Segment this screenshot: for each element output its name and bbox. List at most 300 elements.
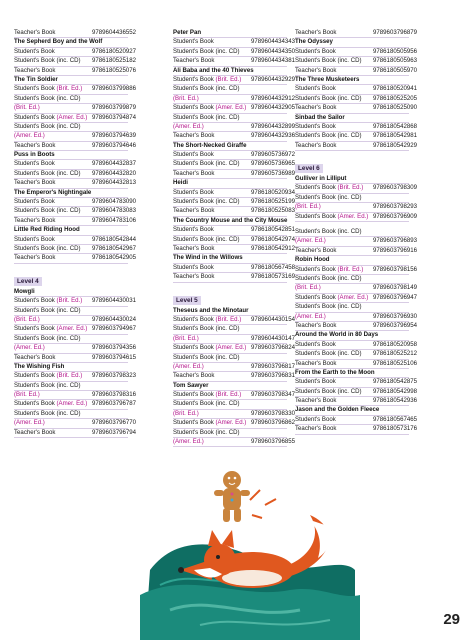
isbn-number: 9789604430024 [92,315,137,323]
book-title [295,256,409,265]
catalogue-column-1 [14,29,137,438]
isbn-number: 9789603796916 [373,246,418,254]
edition-label: Student's Book [295,378,336,386]
page-number: 29 [443,611,460,628]
edition-label: Teacher's Book [295,246,337,254]
catalogue-row [14,216,137,226]
catalogue-row [295,397,418,406]
catalogue-row [295,237,418,246]
book-title [173,382,287,391]
book-title-text: The Three Musketeers [295,75,360,83]
edition-label: Student's Book [173,263,214,271]
catalogue-row [173,235,296,245]
book-title [295,38,409,47]
isbn-number: 9786180525199 [251,198,296,206]
isbn-number: 9786180525205 [373,94,418,102]
catalogue-row [14,179,137,188]
catalogue-row [295,104,418,113]
book-title [173,179,287,188]
catalogue-row [295,212,418,222]
catalogue-row [295,228,409,237]
book-title [14,363,128,372]
isbn-number: 9789603796947 [373,293,418,301]
catalogue-row [14,410,128,419]
edition-label: Student's Book (inc. CD) [173,428,240,436]
edition-label: Teacher's Book [173,207,215,215]
edition-label: Student's Book (inc. CD) [173,400,240,408]
isbn-number: 9786180542981 [373,132,418,140]
edition-label: Student's Book [295,122,336,130]
catalogue-row [173,391,296,400]
book-title [295,406,409,415]
edition-label: Teacher's Book [14,179,56,187]
isbn-number: 9789604783090 [92,198,137,206]
edition-label: Student's Book (inc. CD) [295,193,362,201]
edition-label: Teacher's Book [14,254,56,262]
edition-label: Student's Book [295,293,336,301]
catalogue-row [14,207,137,216]
catalogue-row [295,94,418,104]
edition-label: Teacher's Book [14,428,56,436]
catalogue-row [14,428,137,438]
isbn-number: 9789604432905 [251,104,296,112]
catalogue-row [295,312,418,322]
isbn-number: 9789603794967 [92,325,137,333]
catalogue-row [14,419,137,428]
isbn-number: 9789604434381 [251,57,296,65]
isbn-number: 9786180573169 [251,273,296,281]
edition-variant: (Amer. Ed.) [14,419,45,427]
isbn-number: 9789604432899 [251,122,296,130]
edition-label: Student's Book (inc. CD) [14,381,81,389]
edition-label: Student's Book (inc. CD) [14,306,81,314]
edition-variant: (Brit. Ed.) [215,75,242,83]
edition-label: Teacher's Book [14,141,56,149]
edition-variant: (Amer. Ed.) [14,344,45,352]
edition-label: Student's Book (inc. CD) [173,235,240,243]
book-title [14,189,128,198]
catalogue-row [295,350,418,359]
book-title [173,29,287,38]
isbn-number: 9786180542851 [251,226,296,234]
edition-label: Student's Book (inc. CD) [295,387,362,395]
edition-variant: (Amer. Ed.) [337,212,369,220]
level-heading: Level 6 [295,164,323,173]
catalogue-row [14,66,137,76]
isbn-number: 9789603798149 [373,284,418,292]
catalogue-row [173,362,296,372]
edition-variant: (Amer. Ed.) [14,132,45,140]
edition-label: Teacher's Book [295,141,337,149]
book-title [173,142,287,151]
edition-label: Student's Book (inc. CD) [173,85,240,93]
isbn-number: 9786180573176 [373,425,418,433]
edition-label: Student's Book (inc. CD) [295,350,362,358]
edition-variant: (Amer. Ed.) [215,344,247,352]
edition-variant: (Amer. Ed.) [173,438,204,446]
book-title [14,151,128,160]
catalogue-row [295,85,418,94]
edition-label: Student's Book (inc. CD) [173,325,240,333]
isbn-number: 9786180542998 [373,387,418,395]
edition-label: Student's Book (inc. CD) [295,57,362,65]
edition-label: Student's Book (inc. CD) [295,132,362,140]
edition-label: Student's Book [14,297,55,305]
edition-label: Student's Book (inc. CD) [14,169,81,177]
isbn-number: 9786180525182 [92,57,137,65]
book-title [173,217,287,226]
catalogue-row [173,263,296,273]
catalogue-row [173,47,296,57]
catalogue-row [14,335,128,344]
edition-label: Student's Book [295,415,336,423]
book-title-text: Jason and the Golden Fleece [295,406,380,414]
book-title [173,254,287,263]
catalogue-row [173,57,296,66]
catalogue-row [173,151,296,160]
isbn-number: 9786180542905 [92,254,137,262]
edition-label: Teacher's Book [295,397,337,405]
isbn-number: 9789603796817 [251,362,296,370]
edition-label: Student's Book (inc. CD) [173,47,240,55]
catalogue-row [173,207,296,216]
edition-label: Student's Book [173,104,214,112]
catalogue-row [14,372,137,381]
edition-label: Student's Book (inc. CD) [295,228,362,236]
isbn-number: 9786180520927 [92,47,137,55]
book-title [14,226,128,235]
book-title [295,331,409,340]
isbn-number: 9786180525090 [373,104,418,112]
catalogue-row [173,132,296,141]
catalogue-row [14,353,137,363]
catalogue-row [14,113,137,123]
isbn-number: 9789603798309 [373,184,418,192]
isbn-number: 9789604783106 [92,216,137,224]
edition-label: Student's Book [14,198,55,206]
book-title-text: Gulliver in Lilliput [295,175,347,183]
book-title-text: Sinbad the Sailor [295,113,345,121]
isbn-number: 9789603796879 [373,29,418,36]
edition-label: Student's Book (inc. CD) [295,94,362,102]
edition-label: Student's Book [295,85,336,93]
edition-label: Student's Book [14,47,55,55]
edition-variant: (Amer. Ed.) [295,237,326,245]
edition-label: Student's Book (inc. CD) [14,207,81,215]
edition-variant: (Brit. Ed.) [337,265,364,273]
edition-variant: (Amer. Ed.) [215,104,247,112]
isbn-number: 9789603796862 [251,419,296,427]
catalogue-row [173,244,296,254]
catalogue-row [14,95,128,104]
edition-label: Student's Book (inc. CD) [173,160,240,168]
catalogue-row [14,29,137,38]
catalogue-row [14,160,137,169]
edition-label: Teacher's Book [295,66,337,74]
catalogue-row [295,359,418,369]
edition-variant: (Brit. Ed.) [295,284,321,292]
edition-variant: (Brit. Ed.) [173,409,199,417]
book-title-text: The Short-Necked Giraffe [173,141,247,149]
catalogue-row [14,104,137,113]
book-title-text: Heidi [173,179,188,187]
edition-variant: (Brit. Ed.) [295,203,321,211]
edition-variant: (Amer. Ed.) [337,293,369,301]
isbn-number: 9789604783083 [92,207,137,215]
book-title-text: Ali Baba and the 40 Thieves [173,66,254,74]
book-title-text: Around the World in 80 Days [295,331,379,339]
edition-variant: (Amer. Ed.) [215,419,247,427]
isbn-number: 9789603796794 [92,428,137,436]
isbn-number: 9786180567465 [373,415,418,423]
catalogue-row [14,235,137,245]
isbn-number: 9789604434350 [251,47,296,55]
catalogue-row [14,132,137,141]
catalogue-row [173,114,287,123]
catalogue-row [295,340,418,350]
catalogue-row [173,273,296,282]
catalogue-row [14,307,128,316]
edition-label: Student's Book [14,235,55,243]
catalogue-row [295,284,418,293]
edition-label: Student's Book (inc. CD) [173,198,240,206]
edition-variant: (Brit. Ed.) [56,372,83,380]
edition-label: Student's Book (inc. CD) [14,122,81,130]
isbn-number: 9789603798156 [373,265,418,273]
edition-label: Teacher's Book [173,273,215,281]
isbn-number: 9789604434343 [251,38,296,46]
isbn-number: 9786180525076 [92,66,137,74]
fox-and-gingerbread-illustration [140,420,360,640]
book-title-text: Theseus and the Minotaur [173,306,249,314]
edition-variant: (Amer. Ed.) [173,362,204,370]
catalogue-row [173,226,296,235]
isbn-number: 9789603798323 [92,372,137,380]
edition-label: Student's Book [173,188,214,196]
isbn-number: 9789605736965 [251,160,296,168]
book-title-text: Mowgli [14,287,35,295]
edition-label: Teacher's Book [173,132,215,140]
edition-variant: (Brit. Ed.) [56,297,83,305]
isbn-number: 9789603794646 [92,141,137,149]
book-title-text: The Sepherd Boy and the Wolf [14,38,103,46]
catalogue-row [14,325,137,334]
catalogue-row [173,122,296,132]
catalogue-row [173,334,296,344]
isbn-number: 9789603796909 [373,212,418,220]
edition-variant: (Brit. Ed.) [56,85,83,93]
edition-label: Student's Book [173,151,214,159]
isbn-number: 9786180520934 [251,188,296,196]
catalogue-row [14,254,137,263]
isbn-number: 9786180520941 [373,85,418,93]
book-title [295,76,409,85]
catalogue-row [173,198,296,207]
edition-variant: (Brit. Ed.) [14,104,40,112]
isbn-number: 9789603796787 [92,400,137,408]
catalogue-row [14,169,137,179]
spacer [173,283,287,289]
book-title-text: The Country Mouse and the City Mouse [173,216,288,224]
edition-label: Student's Book [173,315,214,323]
isbn-number: 9789604430154 [251,315,296,323]
catalogue-row [173,38,296,47]
isbn-number: 9789603794615 [92,353,137,361]
edition-label: Student's Book (inc. CD) [295,274,362,282]
isbn-number: 9786180525106 [373,359,418,367]
edition-label: Student's Book [295,184,336,192]
edition-variant: (Amer. Ed.) [173,122,204,130]
catalogue-row [173,188,296,198]
edition-label: Student's Book [295,212,336,220]
catalogue-row [14,47,137,57]
edition-variant: (Brit. Ed.) [14,391,40,399]
catalogue-row [14,400,137,409]
isbn-number: 9789603799886 [92,85,137,93]
isbn-number: 9786180505956 [373,47,418,55]
edition-variant: (Brit. Ed.) [173,94,199,102]
edition-label: Student's Book [173,75,214,83]
isbn-number: 9786180542844 [92,235,137,243]
catalogue-row [173,169,296,179]
isbn-number: 9789603796770 [92,419,137,427]
catalogue-row [14,85,137,94]
edition-label: Student's Book (inc. CD) [14,334,81,342]
book-title-text: Little Red Riding Hood [14,226,80,234]
catalogue-row [173,75,296,85]
edition-label: Student's Book (inc. CD) [14,409,81,417]
book-title-text: The Wishing Fish [14,362,65,370]
isbn-number: 9786180567458 [251,263,296,271]
spacer [14,264,128,270]
catalogue-row [173,354,287,363]
edition-label: Student's Book [173,226,214,234]
catalogue-row [14,315,137,325]
catalogue-row [295,246,418,256]
edition-label: Student's Book (inc. CD) [14,94,81,102]
edition-label: Teacher's Book [173,244,215,252]
edition-label: Teacher's Book [14,66,56,74]
isbn-number: 9789604430147 [251,334,296,342]
edition-variant: (Brit. Ed.) [173,334,199,342]
isbn-number: 9789603798330 [251,409,296,417]
edition-label: Student's Book [173,38,214,46]
catalogue-row [173,315,296,325]
catalogue-row [295,378,418,387]
catalogue-row [14,57,137,66]
catalogue-row [295,275,409,284]
edition-label: Student's Book (inc. CD) [173,353,240,361]
isbn-number: 9786180525083 [251,207,296,215]
catalogue-row [295,321,418,331]
catalogue-row [295,29,418,38]
isbn-number: 9786180542868 [373,122,418,130]
catalogue-column-2 [173,29,296,447]
isbn-number: 9789603798316 [92,391,137,399]
isbn-number: 9789604432912 [251,94,296,102]
edition-variant: (Amer. Ed.) [295,312,326,320]
edition-variant: (Brit. Ed.) [215,391,242,399]
level-heading: Level 5 [173,296,201,305]
edition-label: Student's Book [14,160,55,168]
edition-variant: (Amer. Ed.) [56,113,88,121]
edition-label: Student's Book [14,400,55,408]
edition-label: Student's Book (inc. CD) [295,303,362,311]
catalogue-row [173,85,287,94]
book-title-text: The Wind in the Willows [173,254,243,262]
book-title [295,114,409,123]
catalogue-row [14,198,137,207]
book-title [14,76,128,85]
isbn-number: 9786180542967 [92,244,137,252]
catalogue-row [295,57,418,66]
isbn-number: 9789603796893 [373,237,418,245]
isbn-number: 9789604432813 [92,179,137,187]
book-title-text: The Tin Soldier [14,75,58,83]
edition-label: Student's Book (inc. CD) [14,244,81,252]
isbn-number: 9786180542974 [251,235,296,243]
edition-label: Teacher's Book [173,169,215,177]
isbn-number: 9786180542912 [251,244,296,252]
catalogue-row [14,297,137,306]
book-title-text: The Odyssey [295,38,333,46]
edition-label: Student's Book [295,340,336,348]
edition-label: Student's Book [295,47,336,55]
isbn-number: 9786180542929 [373,141,418,149]
edition-label: Student's Book (inc. CD) [173,113,240,121]
edition-variant: (Brit. Ed.) [337,184,364,192]
isbn-number: 9789603796831 [251,372,296,380]
catalogue-row [295,303,409,312]
catalogue-row [173,372,296,381]
book-title-text: From the Earth to the Moon [295,368,375,376]
edition-label: Student's Book [173,344,214,352]
isbn-number: 9789603796930 [373,312,418,320]
isbn-number: 9786180542875 [373,378,418,386]
isbn-number: 9789603798347 [251,391,296,399]
isbn-number: 9789603794356 [92,344,137,352]
edition-label: Student's Book [14,85,55,93]
catalogue-row [295,122,418,132]
catalogue-row [295,47,418,57]
edition-label: Student's Book [173,391,214,399]
book-title-text: Tom Sawyer [173,381,209,389]
catalogue-row [295,293,418,303]
book-title-text: The Emperor's Nightingale [14,188,92,196]
catalogue-row [295,66,418,76]
level-heading: Level 4 [14,277,42,286]
edition-label: Student's Book [14,113,55,121]
edition-variant: (Amer. Ed.) [56,325,88,333]
book-title [173,67,287,76]
catalogue-row [173,160,296,169]
catalogue-row [14,391,137,400]
spacer [295,151,409,157]
edition-label: Student's Book (inc. CD) [14,57,81,65]
isbn-number: 9789604432837 [92,160,137,168]
isbn-number: 9789604432929 [251,75,296,83]
catalogue-row [295,194,409,203]
isbn-number: 9789603796954 [373,321,418,329]
catalogue-row [14,244,137,254]
edition-label: Teacher's Book [14,29,56,36]
catalogue-row [14,123,128,132]
isbn-number: 9786180505963 [373,57,418,65]
edition-label: Teacher's Book [14,216,56,224]
catalogue-row [295,184,418,193]
book-title [295,175,409,184]
catalogue-row [173,325,287,334]
